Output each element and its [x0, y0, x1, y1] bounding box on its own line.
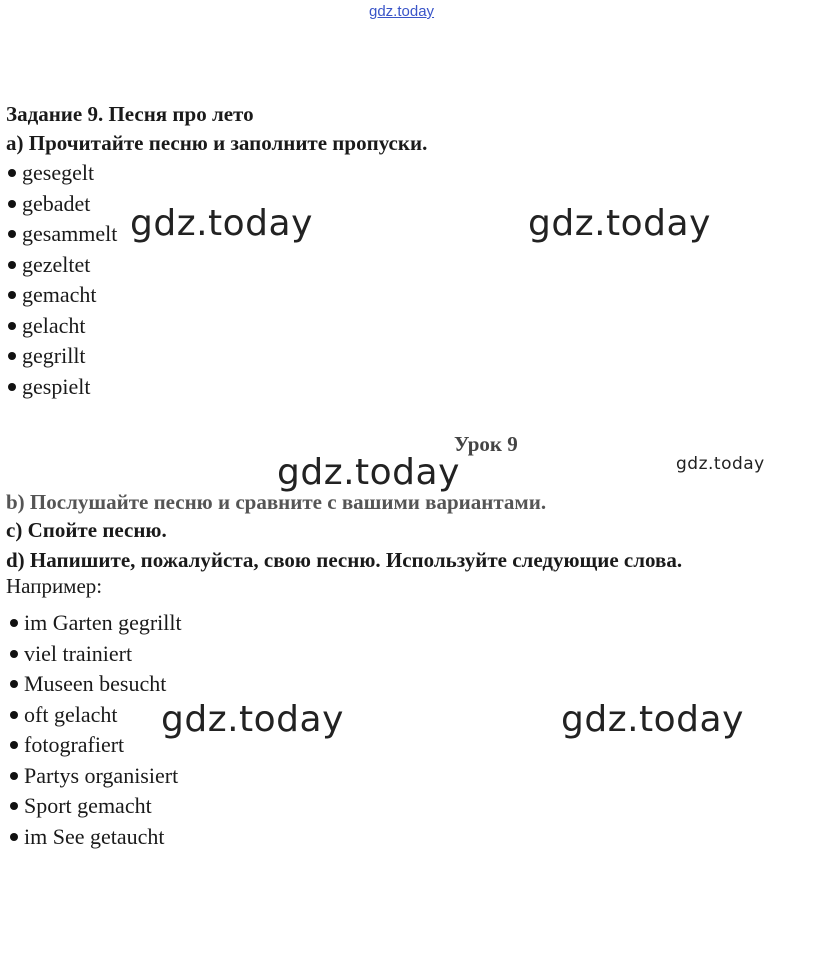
watermark-text: gdz.today [130, 203, 313, 244]
bullet-icon [8, 261, 16, 269]
bullet-icon [10, 833, 18, 841]
list-item: fotografiert [10, 730, 182, 761]
list-item: gesammelt [8, 219, 117, 250]
watermark-text: gdz.today [528, 203, 711, 244]
list-item: Museen besucht [10, 669, 182, 700]
list-item: gelacht [8, 311, 117, 342]
list-item: gesegelt [8, 158, 117, 189]
list-item: viel trainiert [10, 639, 182, 670]
list-item: Partys organisiert [10, 761, 182, 792]
bullet-icon [8, 352, 16, 360]
word-list-d [10, 608, 182, 852]
list-item: im Garten gegrillt [10, 608, 182, 639]
bullet-icon [8, 169, 16, 177]
list-item: gebadet [8, 189, 117, 220]
part-a-instruction: а) Прочитайте песню и заполните пропуски. [6, 131, 428, 155]
task-title: Задание 9. Песня про лето [6, 102, 254, 126]
bullet-icon [10, 802, 18, 810]
bullet-icon [10, 711, 18, 719]
watermark-text: gdz.today [676, 454, 765, 474]
watermark-top: gdz.today [369, 3, 435, 20]
list-item: Sport gemacht [10, 791, 182, 822]
part-d-instruction: d) Напишите, пожалуйста, свою песню. Используйте следующие слова. [6, 548, 683, 572]
word-list-a [8, 158, 117, 402]
part-c-instruction: c) Спойте песню. [6, 518, 167, 542]
list-item: im See getaucht [10, 822, 182, 853]
list-item: gespielt [8, 372, 117, 403]
watermark-text: gdz.today [277, 452, 460, 493]
watermark-text: gdz.today [561, 699, 744, 740]
list-item: gegrillt [8, 341, 117, 372]
lesson-label: Урок 9 [454, 432, 518, 456]
list-item: oft gelacht [10, 700, 182, 731]
bullet-icon [8, 230, 16, 238]
bullet-icon [10, 772, 18, 780]
bullet-icon [10, 650, 18, 658]
list-item: gemacht [8, 280, 117, 311]
list-item: gezeltet [8, 250, 117, 281]
example-label: Например: [6, 574, 103, 598]
bullet-icon [8, 322, 16, 330]
watermark-text: gdz.today [161, 699, 344, 740]
bullet-icon [10, 680, 18, 688]
bullet-icon [8, 383, 16, 391]
bullet-icon [10, 619, 18, 627]
bullet-icon [8, 291, 16, 299]
part-b-instruction: b) Послушайте песню и сравните с вашими вариантами. [6, 490, 547, 514]
bullet-icon [8, 200, 16, 208]
bullet-icon [10, 741, 18, 749]
